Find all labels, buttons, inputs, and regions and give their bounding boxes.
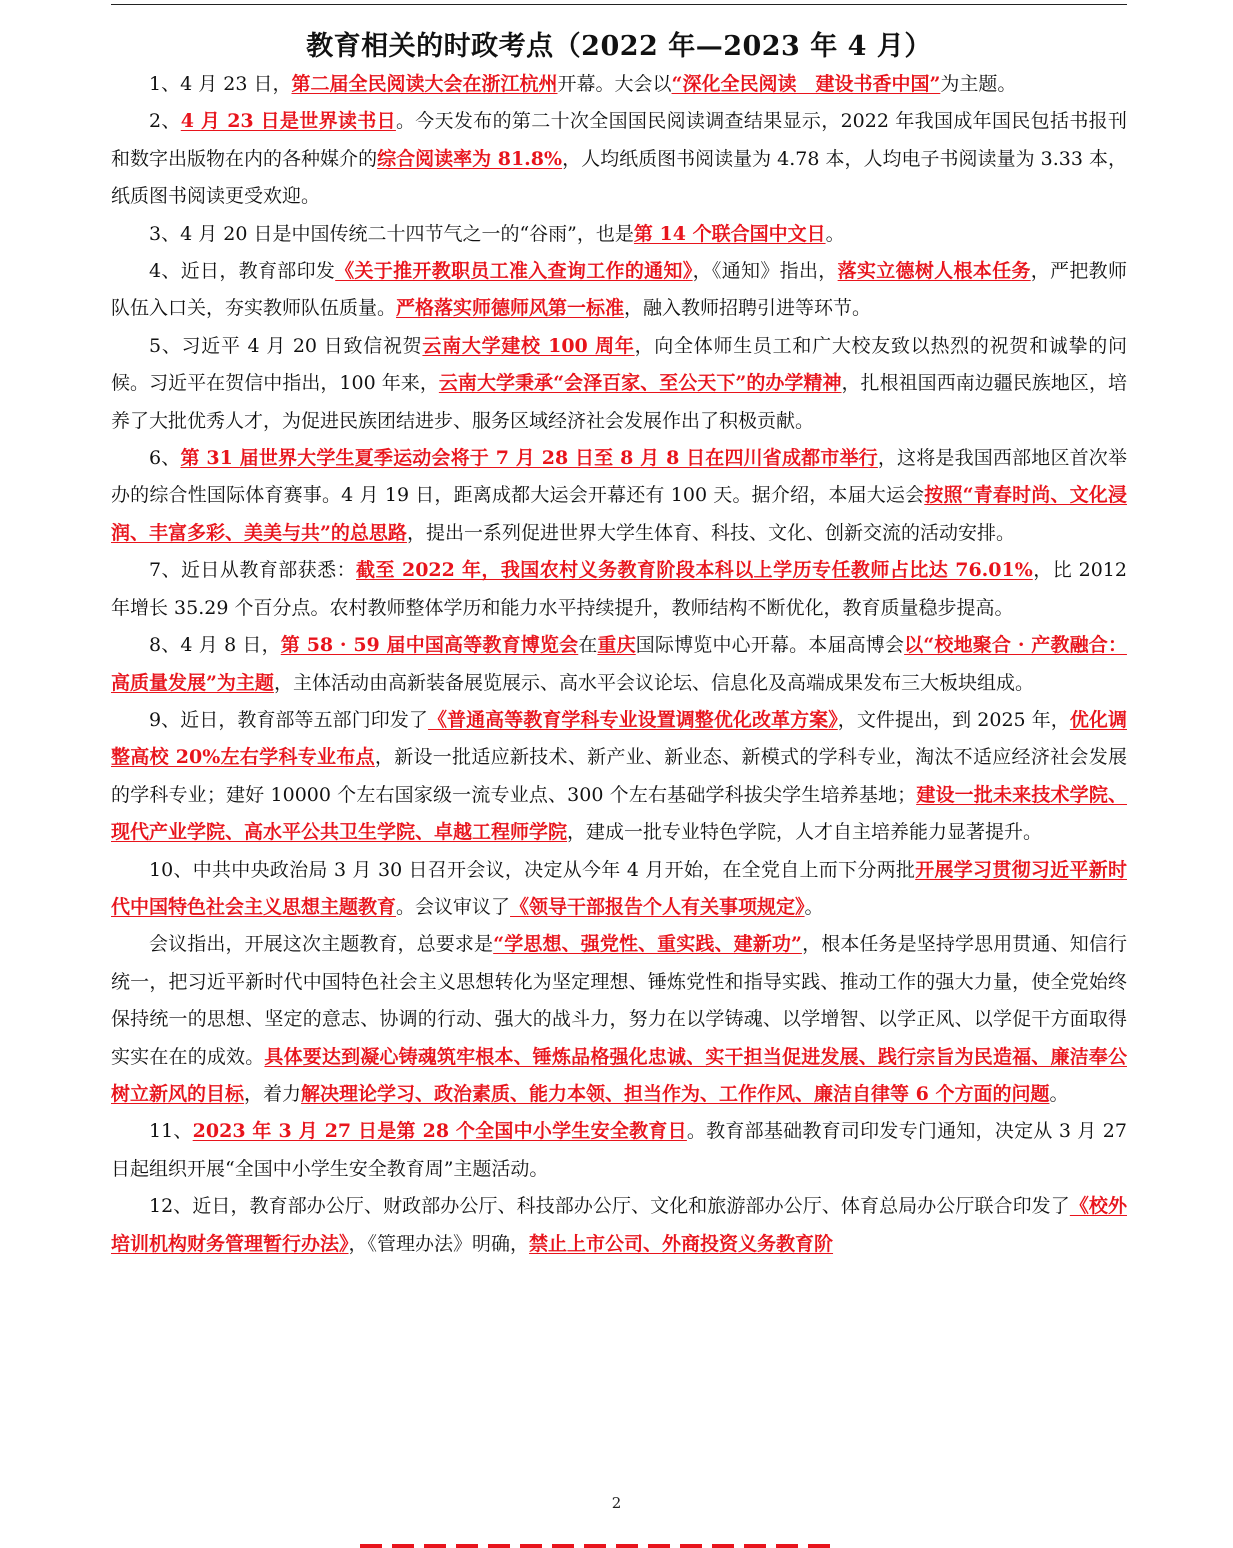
- highlighted-keypoint: 严格落实师德师风第一标准: [396, 297, 625, 320]
- text-run: 12、近日，教育部办公厅、财政部办公厅、科技部办公厅、文化和旅游部办公厅、体育总局办公厅联合印发了: [149, 1195, 1070, 1218]
- text-run: 10、中共中央政治局 3 月 30 日召开会议，决定从今年 4 月开始，在全党自上而下分两批: [149, 858, 916, 881]
- document-body: [111, 66, 1127, 1263]
- text-run: 。教育部基础教育司印发专门通知，决定从 3 月 27 日起组织开展“全国中小学生安全教育周”主题活动。: [111, 1120, 1127, 1180]
- text-run: 开幕。大会以: [557, 73, 672, 95]
- highlighted-keypoint: 《领导干部报告个人有关事项规定》: [510, 895, 805, 918]
- text-run: 5、习近平 4 月 20 日致信祝贺: [149, 334, 423, 357]
- page-number: 2: [611, 1494, 622, 1512]
- text-run: ，建成一批专业特色学院，人才自主培养能力显著提升。: [567, 821, 1043, 844]
- highlighted-keypoint: 《关于推开教职员工准入查询工作的通知》: [335, 260, 693, 283]
- paragraph-5: [111, 328, 1127, 440]
- highlighted-keypoint: 解决理论学习、政治素质、能力本领、担当作为、工作作风、廉洁自律等 6 个方面的问题: [301, 1082, 1050, 1105]
- text-run: 为主题。: [940, 73, 1017, 95]
- text-run: ，新设一批适应新技术、新产业、新业态、新模式的学科专业，淘汰不适应经济社会发展的学科专业；建好 10000 个左右国家级一流专业点、300 个左右基础学科拔尖学生培养基地；: [111, 746, 1127, 806]
- text-run: 。: [804, 895, 824, 918]
- text-run: 11、: [149, 1120, 193, 1143]
- text-run: 3、4 月 20 日是中国传统二十四节气之一的“谷雨”，也是: [149, 222, 634, 245]
- header-rule: [111, 4, 1127, 5]
- paragraph-9: [111, 702, 1127, 852]
- text-run: 8、4 月 8 日，: [149, 634, 281, 657]
- paragraph-12: [111, 1113, 1127, 1188]
- text-run: 会议指出，开展这次主题教育，总要求是: [149, 933, 494, 956]
- text-run: 1、4 月 23 日，: [149, 73, 292, 95]
- text-run: ，扎根祖国西南边疆民族地区，培养了大批优秀人才，为促进民族团结进步、服务区域经济社会发展作出了积极贡献。: [111, 372, 1128, 432]
- paragraph-10: [111, 852, 1127, 927]
- paragraph-8: [111, 627, 1127, 702]
- highlighted-keypoint: 按照“青春时尚、文化浸润、丰富多彩、美美与共”的总思路: [111, 484, 1127, 544]
- text-run: 。: [825, 222, 845, 245]
- highlighted-keypoint: 第 31 届世界大学生夏季运动会将于 7 月 28 日至 8 月 8 日在四川省成都市举行: [180, 447, 878, 470]
- highlighted-keypoint: 截至 2022 年，我国农村义务教育阶段本科以上学历专任教师占比达 76.01%: [356, 559, 1033, 582]
- paragraph-6: [111, 440, 1127, 552]
- text-run: ，《管理办法》明确，: [348, 1232, 530, 1255]
- highlighted-keypoint: 《校外培训机构财务管理暂行办法》: [111, 1195, 1127, 1255]
- highlighted-keypoint: 落实立德树人根本任务: [837, 260, 1031, 283]
- text-run: ，提出一系列促进世界大学生体育、科技、文化、创新交流的活动安排。: [406, 521, 1015, 544]
- page-title: 教育相关的时政考点（2022 年—2023 年 4 月）: [306, 31, 932, 62]
- text-run: ，这将是我国西部地区首次举办的综合性国际体育赛事。4 月 19 日，距离成都大运会开幕还有 100 天。据介绍，本届大运会: [111, 447, 1127, 507]
- text-run: ，严把教师队伍入口关，夯实教师队伍质量。: [111, 260, 1127, 320]
- highlighted-keypoint: 4 月 23 日是世界读书日: [180, 110, 396, 133]
- text-run: ，《通知》指出，: [692, 260, 838, 283]
- highlighted-keypoint: 建设一批未来技术学院、现代产业学院、高水平公共卫生学院、卓越工程师学院: [111, 783, 1127, 844]
- highlighted-keypoint: “深化全民阅读 建设书香中国”: [671, 73, 941, 95]
- highlighted-keypoint: 重庆: [597, 634, 636, 657]
- highlighted-keypoint: 禁止上市公司、外商投资义务教育阶: [529, 1232, 834, 1255]
- text-run: ，着力: [244, 1082, 302, 1105]
- paragraph-3: [111, 216, 1127, 253]
- paragraph-1: [111, 66, 1127, 103]
- paragraph-11: [111, 926, 1127, 1113]
- text-run: ，比 2012 年增长 35.29 个百分点。农村教师整体学历和能力水平持续提升，教师结构不断优化，教育质量稳步提高。: [111, 559, 1127, 619]
- highlighted-keypoint: 《普通高等教育学科专业设置调整优化改革方案》: [427, 708, 838, 731]
- paragraph-7: [111, 552, 1127, 627]
- highlighted-keypoint: 开展学习贯彻习近平新时代中国特色社会主义思想主题教育: [111, 858, 1127, 918]
- paragraph-4: [111, 253, 1127, 328]
- highlighted-keypoint: 以“校地聚合 · 产教融合：高质量发展”为主题: [111, 634, 1127, 694]
- text-run: ，主体活动由高新装备展览展示、高水平会议论坛、信息化及高端成果发布三大板块组成。: [273, 671, 1034, 694]
- highlighted-keypoint: 综合阅读率为 81.8%: [377, 147, 563, 170]
- highlighted-keypoint: 具体要达到凝心铸魂筑牢根本、锤炼品格强化忠诚、实干担当促进发展、践行宗旨为民造福、廉洁奉公树立新风的目标: [111, 1045, 1127, 1105]
- text-run: ，根本任务是坚持学思用贯通、知信行统一，把习近平新时代中国特色社会主义思想转化为坚定理想、锤炼党性和指导实践、推动工作的强大力量，使全党始终保持统一的思想、坚定的意志、协调的行动、强大的战斗力，努力在以学铸魂、以学增智、以学正风、以学促干方面取得实实在在的成效。: [111, 933, 1127, 1068]
- text-run: 7、近日从教育部获悉：: [149, 559, 357, 582]
- highlighted-keypoint: 云南大学秉承“会泽百家、至公天下”的办学精神: [438, 372, 842, 395]
- highlighted-keypoint: 第二届全民阅读大会在浙江杭州: [291, 73, 558, 95]
- text-run: 6、: [149, 447, 181, 470]
- text-run: 4、近日，教育部印发: [149, 260, 336, 283]
- highlighted-keypoint: 优化调整高校 20%左右学科专业布点: [111, 708, 1127, 769]
- text-run: 。今天发布的第二十次全国国民阅读调查结果显示，2022 年我国成年国民包括书报刊和数字出版物在内的各种媒介的: [111, 110, 1127, 170]
- text-run: ，文件提出，到 2025 年，: [837, 708, 1070, 731]
- text-run: ，融入教师招聘引进等环节。: [624, 297, 872, 320]
- highlighted-keypoint: “学思想、强党性、重实践、建新功”: [493, 933, 802, 956]
- highlighted-keypoint: 第 14 个联合国中文日: [633, 222, 826, 245]
- highlighted-keypoint: 云南大学建校 100 周年: [422, 334, 635, 357]
- paragraph-2: [111, 103, 1127, 215]
- text-run: 2、: [149, 110, 181, 133]
- text-run: 。: [1049, 1082, 1069, 1105]
- next-page-fragment: [0, 1538, 1233, 1548]
- text-run: 国际博览中心开幕。本届高博会: [635, 634, 905, 657]
- text-run: 。会议审议了: [396, 895, 511, 918]
- paragraph-13: [111, 1188, 1127, 1263]
- highlighted-keypoint: 2023 年 3 月 27 日是第 28 个全国中小学生安全教育日: [192, 1120, 687, 1143]
- text-run: 9、近日，教育部等五部门印发了: [149, 708, 428, 731]
- text-run: 在: [578, 634, 598, 657]
- text-run: ，向全体师生员工和广大校友致以热烈的祝贺和诚挚的问候。习近平在贺信中指出，100 年来，: [111, 334, 1127, 395]
- text-run: ，人均纸质图书阅读量为 4.78 本，人均电子书阅读量为 3.33 本，纸质图书阅读更受欢迎。: [111, 147, 1127, 208]
- highlighted-keypoint: 第 58 · 59 届中国高等教育博览会: [280, 634, 579, 657]
